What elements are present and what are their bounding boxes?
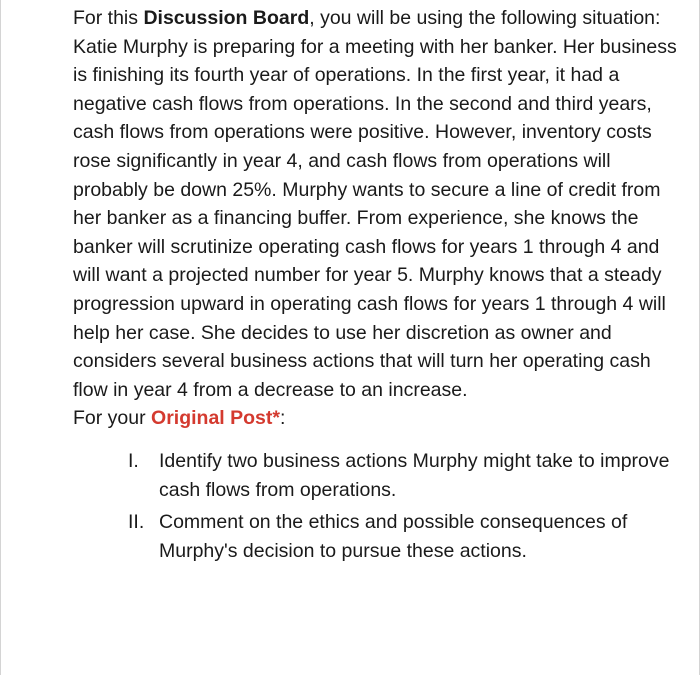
discussion-board-label: Discussion Board (143, 7, 310, 29)
task-numeral: II. (128, 511, 145, 534)
intro-suffix: , you will be using the following situation: (309, 7, 661, 29)
task-text: Comment on the ethics and possible consequences of Murphy's decision to pursue these actions. (159, 511, 628, 562)
scenario-paragraph: Katie Murphy is preparing for a meeting with her banker. Her business is finishing its fourth year of operations. In the first year, it had a negative cash flows from operations. In the second and third years, cash flows from operations were positive. However, inventory costs rose significantly in year 4, and cash flows from operations will probably be down 25%. Murphy wants to secure a line of credit from her banker as a financing buffer. From experience, she knows the banker will scrutinize operating cash flows for years 1 through 4 and will want a projected number for year 5. Murphy knows that a steady progression upward in operating cash flows for years 1 through 4 will help her case. She decides to use her discretion as owner and considers several business actions that will turn her operating cash flow in year 4 from a decrease to an increase. (73, 35, 677, 401)
task-item (73, 508, 685, 565)
original-post-label: Original Post* (151, 407, 280, 430)
task-item (73, 447, 685, 504)
task-text: Identify two business actions Murphy might take to improve cash flows from operations. (159, 449, 670, 501)
original-post-line (73, 404, 685, 433)
post-suffix: : (279, 407, 286, 430)
prompt-content (73, 4, 685, 569)
post-prefix: For your (73, 407, 152, 430)
intro-paragraph (73, 4, 685, 33)
task-list (73, 447, 685, 565)
intro-prefix: For this (73, 7, 144, 29)
task-numeral: I. (128, 449, 139, 472)
